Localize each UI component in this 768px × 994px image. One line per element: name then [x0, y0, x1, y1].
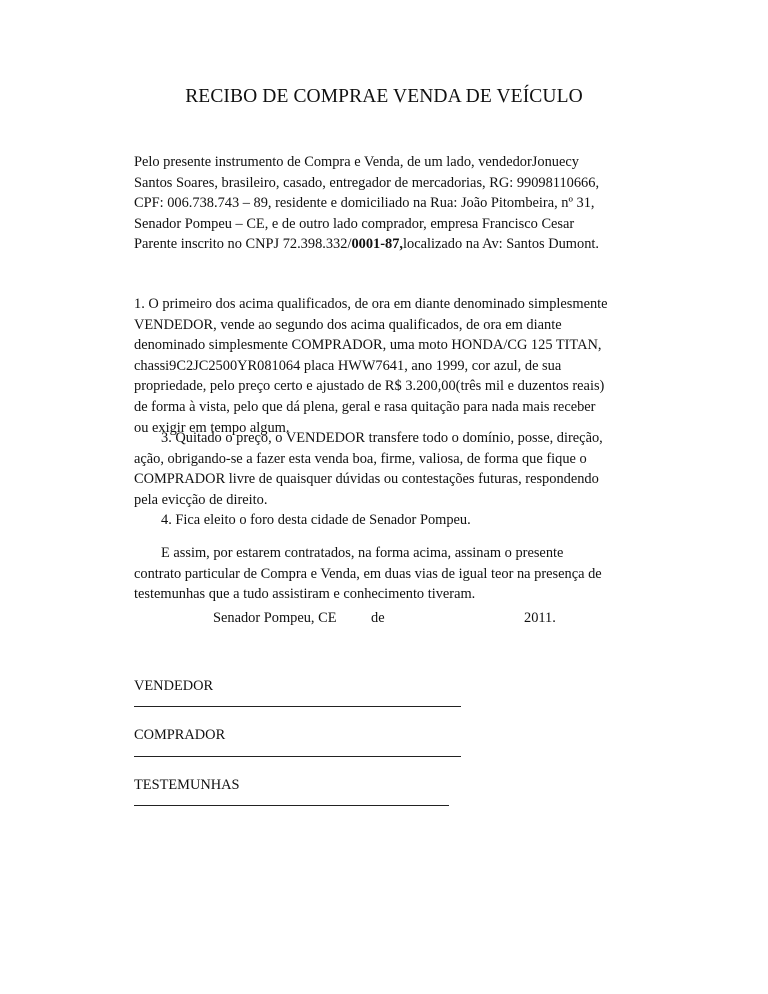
intro-line: CPF: 006.738.743 – 89, residente e domiciliado na Rua: João Pitombeira, nº 31,	[134, 195, 595, 212]
clause-line: chassi9C2JC2500YR081064 placa HWW7641, ano 1999, cor azul, de sua	[134, 357, 562, 374]
seller-label: VENDEDOR	[134, 678, 214, 694]
clause-line: 3. Quitado o preço, o VENDEDOR transfere todo o domínio, posse, direção,	[161, 430, 603, 446]
intro-line: Senador Pompeu – CE, e de outro lado comprador, empresa Francisco Cesar	[134, 215, 575, 232]
buyer-label: COMPRADOR	[134, 727, 226, 743]
clause-line: denominado simplesmente COMPRADOR, uma moto HONDA/CG 125 TITAN,	[134, 337, 602, 354]
intro-paragraph	[134, 152, 634, 255]
intro-text: localizado na Av: Santos Dumont.	[403, 236, 599, 253]
intro-line: Pelo presente instrumento de Compra e Venda, de um lado, vendedorJonuecy	[134, 154, 579, 170]
clause-line: ou exigir em tempo algum.	[134, 419, 290, 436]
clause-1	[134, 294, 634, 438]
clause-3	[134, 428, 634, 510]
clause-4	[134, 510, 634, 531]
clause-line: ação, obrigando-se a fazer esta venda boa, firme, valiosa, de forma que fique o	[134, 450, 587, 467]
buyer-signature-line	[134, 756, 461, 757]
closing-line: E assim, por estarem contratados, na forma acima, assinam o presente	[161, 545, 564, 561]
intro-line	[134, 234, 634, 255]
clause-line: 4. Fica eleito o foro desta cidade de Senador Pompeu.	[161, 512, 471, 528]
closing-line: contrato particular de Compra e Venda, em duas vias de igual teor na presença de	[134, 565, 602, 582]
clause-line: 1. O primeiro dos acima qualificados, de ora em diante denominado simplesmente	[134, 296, 608, 312]
clause-line: de forma à vista, pelo que dá plena, geral e rasa quitação para nada mais receber	[134, 398, 596, 415]
intro-text: Parente inscrito no CNPJ 72.398.332/	[134, 236, 352, 253]
clause-line: pela evicção de direito.	[134, 491, 268, 508]
closing-line: testemunhas que a tudo assistiram e conhecimento tiveram.	[134, 586, 476, 603]
date-de: de	[371, 610, 385, 626]
intro-line: Santos Soares, brasileiro, casado, entregador de mercadorias, RG: 99098110666,	[134, 174, 600, 191]
date-year: 2011.	[524, 610, 556, 626]
clause-line: VENDEDOR, vende ao segundo dos acima qualificados, de ora em diante	[134, 316, 562, 333]
cnpj-suffix: 0001-87,	[351, 236, 404, 253]
closing-paragraph	[134, 543, 634, 605]
clause-line: propriedade, pelo preço certo e ajustado de R$ 3.200,00(três mil e duzentos reais)	[134, 378, 605, 395]
witnesses-label: TESTEMUNHAS	[134, 777, 240, 793]
witnesses-signature-line	[134, 805, 449, 806]
seller-signature-line	[134, 706, 461, 707]
clause-line: COMPRADOR livre de quaisquer dúvidas ou contestações futuras, respondendo	[134, 471, 599, 488]
document-title: RECIBO DE COMPRAE VENDA DE VEÍCULO	[185, 86, 583, 107]
date-place: Senador Pompeu, CE	[213, 610, 337, 626]
